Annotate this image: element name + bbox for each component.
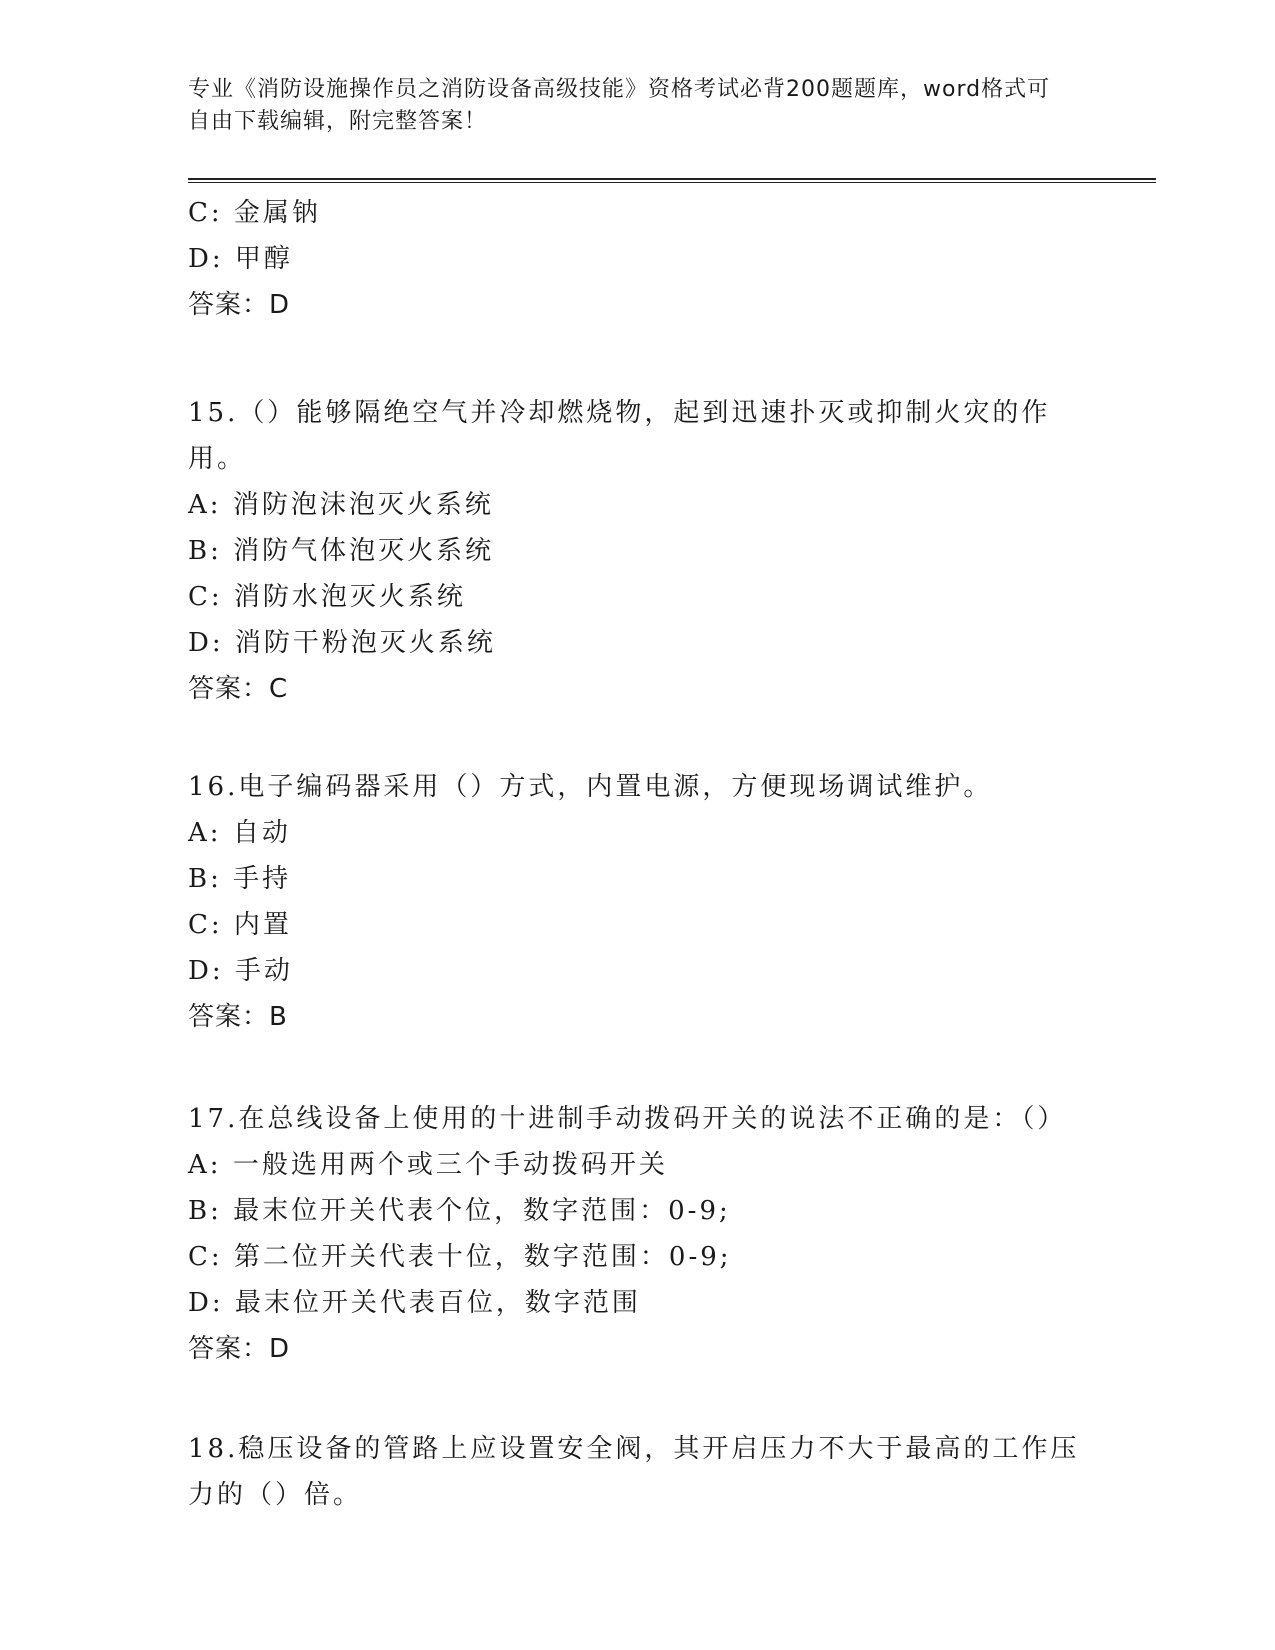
option-d <box>188 948 1088 994</box>
option-d <box>188 1280 1088 1326</box>
header-divider <box>188 178 1156 180</box>
option-label: C: <box>188 1242 223 1272</box>
header-divider-thin <box>188 182 1156 183</box>
question-list <box>188 190 1088 1518</box>
option-label: B: <box>188 864 222 894</box>
question-stem: 15.（）能够隔绝空气并冷却燃烧物，起到迅速扑灭或抑制火灾的作用。 <box>188 398 1051 474</box>
question-16 <box>188 764 1088 1040</box>
option-label: C: <box>188 198 223 228</box>
question-14-continued <box>188 190 1088 328</box>
option-label: D: <box>188 1288 224 1318</box>
option-label: A: <box>188 1150 222 1180</box>
answer: 答案：C <box>188 674 289 704</box>
option-b <box>188 856 1088 902</box>
question-15 <box>188 390 1088 712</box>
option-text: 金属钠 <box>233 198 321 228</box>
option-text: 最末位开关代表个位，数字范围：0-9; <box>233 1196 731 1226</box>
option-text: 手动 <box>234 956 293 986</box>
option-text: 最末位开关代表百位，数字范围 <box>234 1288 641 1318</box>
option-text: 手持 <box>233 864 292 894</box>
option-label: C: <box>188 582 223 612</box>
option-text: 内置 <box>233 910 292 940</box>
question-stem: 16.电子编码器采用（）方式，内置电源，方便现场调试维护。 <box>188 772 993 802</box>
option-text: 自动 <box>232 818 291 848</box>
answer: 答案：D <box>188 290 291 320</box>
option-a <box>188 810 1088 856</box>
option-label: D: <box>188 956 224 986</box>
option-label: B: <box>188 536 222 566</box>
answer: 答案：D <box>188 1334 291 1364</box>
option-label: C: <box>188 910 223 940</box>
option-b <box>188 1188 1088 1234</box>
option-label: A: <box>188 818 222 848</box>
option-label: B: <box>188 1196 222 1226</box>
option-text: 甲醇 <box>234 244 293 274</box>
option-text: 消防水泡灭火系统 <box>233 582 466 612</box>
question-stem: 17.在总线设备上使用的十进制手动拨码开关的说法不正确的是：（） <box>188 1104 1067 1134</box>
option-c <box>188 574 1088 620</box>
option-c <box>188 902 1088 948</box>
option-d <box>188 236 1088 282</box>
option-a <box>188 482 1088 528</box>
question-17 <box>188 1096 1088 1372</box>
option-text: 一般选用两个或三个手动拨码开关 <box>232 1150 668 1180</box>
option-text: 消防气体泡灭火系统 <box>233 536 495 566</box>
option-c <box>188 190 1088 236</box>
question-18 <box>188 1426 1088 1518</box>
option-label: D: <box>188 628 224 658</box>
option-a <box>188 1142 1088 1188</box>
option-d <box>188 620 1088 666</box>
answer: 答案：B <box>188 1002 288 1032</box>
document-header: 专业《消防设施操作员之消防设备高级技能》资格考试必背200题题库，word格式可自由下载编辑，附完整答案！ <box>188 77 1051 134</box>
option-text: 消防干粉泡灭火系统 <box>234 628 496 658</box>
option-label: A: <box>188 490 222 520</box>
option-b <box>188 528 1088 574</box>
option-label: D: <box>188 244 224 274</box>
question-stem: 18.稳压设备的管路上应设置安全阀，其开启压力不大于最高的工作压力的（）倍。 <box>188 1434 1080 1510</box>
option-text: 消防泡沫泡灭火系统 <box>232 490 494 520</box>
option-text: 第二位开关代表十位，数字范围：0-9; <box>233 1242 732 1272</box>
option-c <box>188 1234 1088 1280</box>
